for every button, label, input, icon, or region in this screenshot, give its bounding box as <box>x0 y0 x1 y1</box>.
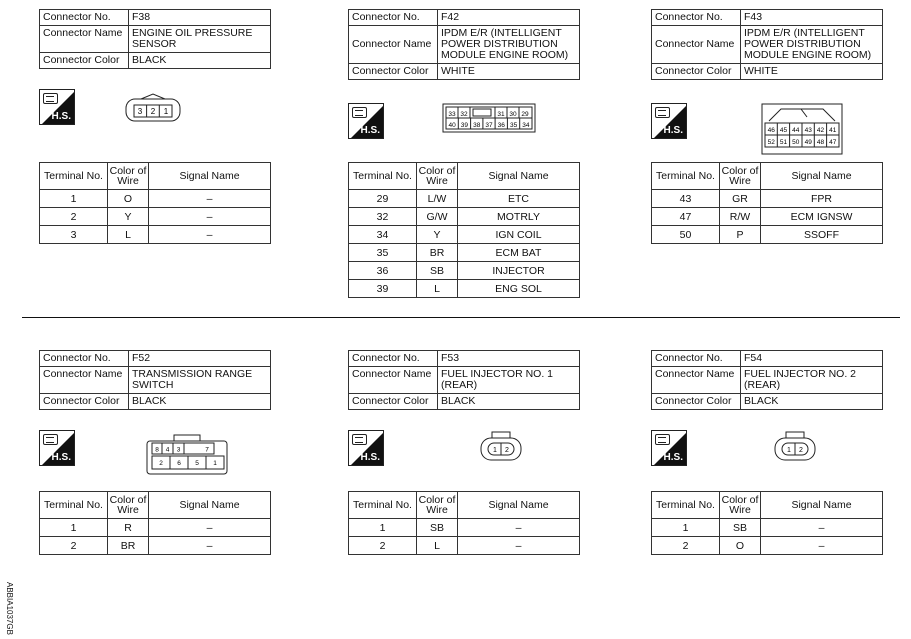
connector-no-value: F43 <box>741 10 883 26</box>
pin-label: 6 <box>177 460 181 467</box>
pin-label: 51 <box>779 139 788 146</box>
section-divider <box>22 317 900 318</box>
connector-block-f38 <box>39 9 271 241</box>
hs-label: H.S. <box>663 125 683 136</box>
connector-no-label: Connector No. <box>40 10 129 26</box>
table-row: 2 O – <box>652 537 883 555</box>
signal-name-header: Signal Name <box>761 492 883 519</box>
terminal-table <box>348 162 580 298</box>
connector-name-label: Connector Name <box>349 26 438 64</box>
connector-no-value: F53 <box>438 351 580 367</box>
table-row: 1 O – <box>40 190 271 208</box>
terminal-table <box>39 491 271 555</box>
pin-label: 52 <box>767 139 775 146</box>
connector-no-value: F42 <box>438 10 580 26</box>
connector-block-f54 <box>651 350 883 552</box>
pin-label: 3 <box>137 107 143 116</box>
pin-label: 8 <box>155 446 159 454</box>
harness-side-icon <box>348 430 384 466</box>
terminal-no-header: Terminal No. <box>349 492 417 519</box>
pin-label: 2 <box>150 107 156 116</box>
signal-name-header: Signal Name <box>149 492 271 519</box>
table-row: 43 GR FPR <box>652 190 883 208</box>
pin-label: 50 <box>792 139 800 146</box>
pin-label: 34 <box>522 122 530 129</box>
connector-no-label: Connector No. <box>349 10 438 26</box>
connector-info-table <box>348 350 580 410</box>
connector-name-value: IPDM E/R (INTELLIGENT POWER DISTRIBUTION MODULE ENGINE ROOM) <box>741 26 883 64</box>
wire-color-header: Color of Wire <box>720 163 761 190</box>
signal-name-header: Signal Name <box>149 163 271 190</box>
pin-label: 41 <box>829 127 837 134</box>
pin-label: 31 <box>497 111 505 118</box>
pin-label: 36 <box>497 122 505 129</box>
table-row: 35 BR ECM BAT <box>349 244 580 262</box>
terminal-table <box>651 162 883 244</box>
pin-label: 45 <box>779 127 788 134</box>
wire-color-header: Color of Wire <box>720 492 761 519</box>
connector-color-value: WHITE <box>438 64 580 80</box>
pin-label: 38 <box>473 122 481 129</box>
connector-name-value: FUEL INJECTOR NO. 2 (REAR) <box>741 367 883 394</box>
terminal-table <box>39 162 271 244</box>
connector-info-table <box>39 350 271 410</box>
pin-label: 29 <box>521 111 529 118</box>
connector-color-value: BLACK <box>129 394 271 410</box>
pin-label: 1 <box>213 460 217 467</box>
harness-side-icon <box>651 430 687 466</box>
table-row: 1 SB – <box>652 519 883 537</box>
hs-label: H.S. <box>663 452 683 463</box>
table-row: 3 L – <box>40 226 271 244</box>
wire-color-header: Color of Wire <box>417 492 458 519</box>
pin-label: 2 <box>505 447 509 454</box>
table-row: 1 SB – <box>349 519 580 537</box>
terminal-table <box>348 491 580 555</box>
pin-label: 2 <box>799 447 803 454</box>
figure-code: ABBIA1037GB <box>5 582 14 635</box>
connector-color-label: Connector Color <box>349 64 438 80</box>
pin-label: 42 <box>816 127 825 134</box>
table-row: 47 R/W ECM IGNSW <box>652 208 883 226</box>
pin-label: 30 <box>509 111 517 118</box>
pin-label: 44 <box>792 127 800 134</box>
connector-color-label: Connector Color <box>40 53 129 69</box>
harness-side-icon <box>348 103 384 139</box>
connector-face-diagram <box>774 430 816 462</box>
connector-name-value: IPDM E/R (INTELLIGENT POWER DISTRIBUTION MODULE ENGINE ROOM) <box>438 26 580 64</box>
connector-no-value: F38 <box>129 10 271 26</box>
connector-block-f42 <box>348 9 580 295</box>
table-row: 39 L ENG SOL <box>349 280 580 298</box>
harness-side-icon <box>39 89 75 125</box>
connector-name-label: Connector Name <box>40 367 129 394</box>
connector-info-table <box>348 9 580 80</box>
connector-info-table <box>651 9 883 80</box>
wire-color-header: Color of Wire <box>417 163 458 190</box>
pin-label: 1 <box>787 447 791 454</box>
connector-info-table <box>651 350 883 410</box>
wire-color-header: Color of Wire <box>108 492 149 519</box>
table-row: 29 L/W ETC <box>349 190 580 208</box>
connector-no-value: F54 <box>741 351 883 367</box>
connector-no-label: Connector No. <box>349 351 438 367</box>
connector-face-diagram <box>761 103 843 155</box>
connector-block-f53 <box>348 350 580 552</box>
wire-color-header: Color of Wire <box>108 163 149 190</box>
connector-block-f52 <box>39 350 271 552</box>
pin-label: 1 <box>493 447 497 454</box>
pin-label: 40 <box>448 122 456 129</box>
connector-info-table <box>39 9 271 69</box>
connector-name-value: ENGINE OIL PRESSURE SENSOR <box>129 26 271 53</box>
signal-name-header: Signal Name <box>761 163 883 190</box>
table-row: 32 G/W MOTRLY <box>349 208 580 226</box>
pin-label: 2 <box>159 460 163 467</box>
pin-label: 1 <box>163 107 169 116</box>
hs-label: H.S. <box>360 125 380 136</box>
table-row: 2 BR – <box>40 537 271 555</box>
terminal-no-header: Terminal No. <box>349 163 417 190</box>
connector-no-label: Connector No. <box>652 10 741 26</box>
connector-color-label: Connector Color <box>652 394 741 410</box>
pin-label: 35 <box>509 122 518 129</box>
connector-face-diagram <box>125 93 181 123</box>
connector-no-label: Connector No. <box>652 351 741 367</box>
terminal-no-header: Terminal No. <box>40 163 108 190</box>
terminal-no-header: Terminal No. <box>652 492 720 519</box>
hs-label: H.S. <box>51 111 71 122</box>
harness-side-icon <box>651 103 687 139</box>
connector-color-label: Connector Color <box>652 64 741 80</box>
pin-label: 7 <box>205 446 209 454</box>
pin-label: 47 <box>829 139 837 146</box>
connector-color-value: BLACK <box>129 53 271 69</box>
hs-label: H.S. <box>360 452 380 463</box>
table-row: 2 L – <box>349 537 580 555</box>
connector-face-diagram <box>146 433 228 475</box>
terminal-no-header: Terminal No. <box>40 492 108 519</box>
signal-name-header: Signal Name <box>458 492 580 519</box>
pin-label: 39 <box>460 122 469 129</box>
signal-name-header: Signal Name <box>458 163 580 190</box>
pin-label: 49 <box>804 139 812 146</box>
table-row: 50 P SSOFF <box>652 226 883 244</box>
connector-no-value: F52 <box>129 351 271 367</box>
pin-label: 32 <box>460 111 468 118</box>
connector-name-value: TRANSMISSION RANGE SWITCH <box>129 367 271 394</box>
table-row: 1 R – <box>40 519 271 537</box>
connector-name-value: FUEL INJECTOR NO. 1 (REAR) <box>438 367 580 394</box>
pin-label: 5 <box>195 460 199 467</box>
pin-label: 43 <box>804 127 812 134</box>
connector-color-value: WHITE <box>741 64 883 80</box>
connector-name-label: Connector Name <box>349 367 438 394</box>
terminal-no-header: Terminal No. <box>652 163 720 190</box>
table-row: 34 Y IGN COIL <box>349 226 580 244</box>
pin-label: 46 <box>767 127 775 134</box>
pin-label: 48 <box>816 139 825 146</box>
table-row: 2 Y – <box>40 208 271 226</box>
harness-side-icon <box>39 430 75 466</box>
pin-label: 37 <box>485 122 493 129</box>
connector-color-value: BLACK <box>438 394 580 410</box>
connector-block-f43 <box>651 9 883 241</box>
hs-label: H.S. <box>51 452 71 463</box>
connector-name-label: Connector Name <box>652 367 741 394</box>
terminal-table <box>651 491 883 555</box>
pin-label: 4 <box>165 446 170 454</box>
pin-label: 33 <box>448 111 456 118</box>
connector-color-label: Connector Color <box>349 394 438 410</box>
connector-no-label: Connector No. <box>40 351 129 367</box>
connector-name-label: Connector Name <box>40 26 129 53</box>
connector-face-diagram <box>442 103 536 133</box>
connector-face-diagram <box>480 430 522 462</box>
connector-color-label: Connector Color <box>40 394 129 410</box>
connector-name-label: Connector Name <box>652 26 741 64</box>
connector-color-value: BLACK <box>741 394 883 410</box>
pin-label: 3 <box>176 446 181 454</box>
table-row: 36 SB INJECTOR <box>349 262 580 280</box>
